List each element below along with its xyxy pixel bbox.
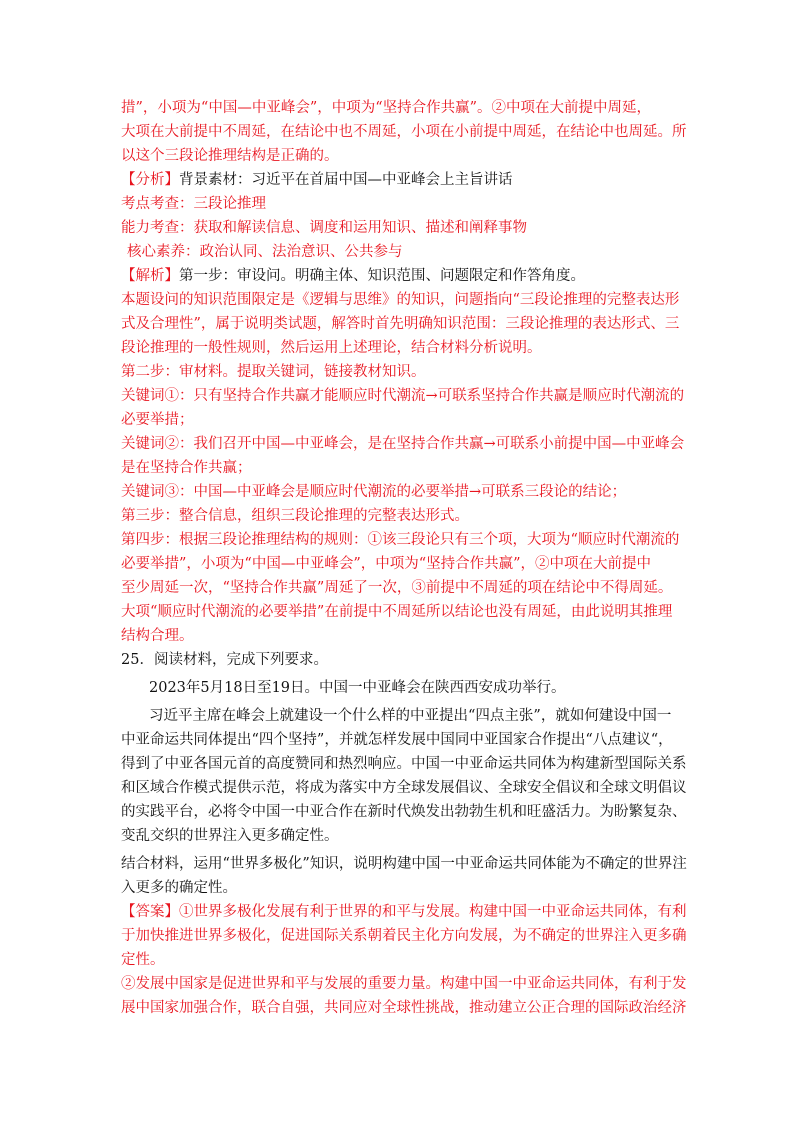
text-line: 关键词③：中国—中亚峰会是顺应时代潮流的必要举措→可联系三段论的结论； [121, 484, 627, 500]
text-line: 必要举措； [121, 412, 194, 428]
material-line: 得到了中亚各国元首的高度赞同和热烈响应。中国一中亚命运共同体为构建新型国际关系 [121, 756, 687, 772]
text-line: 大项“顺应时代潮流的必要举措”在前提中不周延所以结论也没有周延，由此说明其推理 [121, 604, 673, 620]
material-line: 习近平主席在峰会上就建设一个什么样的中亚提出“四点主张”，就如何建设中国一 [149, 708, 672, 724]
material-line: 变乱交织的世界注入更多确定性。 [121, 828, 339, 844]
text-line: 以这个三段论推理结构是正确的。 [121, 148, 339, 164]
text-line: 考点考查：三段论推理 [121, 196, 266, 212]
text-line: 必要举措”，小项为“中国—中亚峰会”，中项为“坚持合作共赢”，②中项在大前提中 [121, 556, 652, 572]
answer-line: ②发展中国家是促进世界和平与发展的重要力量。构建中国一中亚命运共同体，有利于发 [121, 976, 687, 992]
text-line: 能力考查：获取和解读信息、调度和运用知识、描述和阐释事物 [121, 220, 527, 236]
explanation-line [121, 264, 691, 288]
text-line: 是在坚持合作共赢； [121, 460, 252, 476]
analysis-tag: 【分析】 [121, 172, 179, 188]
explanation-tag: 【解析】 [121, 268, 179, 284]
answer-line: 定性。 [121, 952, 165, 968]
text-line: 核心素养：政治认同、法治意识、公共参与 [127, 244, 403, 260]
explanation-text: 第一步：审设问。明确主体、知识范围、问题限定和作答角度。 [179, 268, 585, 284]
answer-line: 展中国家加强合作，联合自强，共同应对全球性挑战，推动建立公正合理的国际政治经济 [121, 1000, 687, 1016]
text-line: 第四步：根据三段论推理结构的规则：①该三段论只有三个项，大项为“顺应时代潮流的 [121, 532, 680, 548]
text-line: 大项在大前提中不周延，在结论中也不周延，小项在小前提中周延，在结论中也周延。所 [121, 124, 687, 140]
material-line: 2023年5月18日至19日。中国一中亚峰会在陕西西安成功举行。 [149, 680, 566, 696]
material-line: 中亚命运共同体提出“四个坚持”，并就怎样发展中国同中亚国家合作提出“八点建议“， [121, 732, 673, 748]
text-line: 式及合理性”，属于说明类试题，解答时首先明确知识范围：三段论推理的表达形式、三 [121, 316, 680, 332]
text-line: 第三步：整合信息，组织三段论推理的完整表达形式。 [121, 508, 469, 524]
text-line: 措”，小项为“中国—中亚峰会”，中项为“坚持合作共赢”。②中项在大前提中周延， [121, 100, 652, 116]
question-prompt: 入更多的确定性。 [121, 880, 237, 896]
material-line: 和区域合作模式提供示范，将成为落实中方全球发展倡议、全球安全倡议和全球文明倡议 [121, 780, 687, 796]
text-line: 至少周延一次，“坚持合作共赢”周延了一次，③前提中不周延的项在结论中不得周延。 [121, 580, 673, 596]
analysis-line [121, 168, 691, 192]
answer-line: 于加快推进世界多极化，促进国际关系朝着民主化方向发展，为不确定的世界注入更多确 [121, 928, 687, 944]
question-title: 25．阅读材料，完成下列要求。 [121, 652, 328, 668]
analysis-text: 背景素材：习近平在首届中国—中亚峰会上主旨讲话 [179, 172, 513, 188]
material-line: 的实践平台，必将令中国一中亚合作在新时代焕发出勃勃生机和旺盛活力。为盼繁复杂、 [121, 804, 687, 820]
text-line: 关键词②：我们召开中国—中亚峰会，是在坚持合作共赢→可联系小前提中国—中亚峰会 [121, 436, 685, 452]
answer-line: 【答案】①世界多极化发展有利于世界的和平与发展。构建中国一中亚命运共同体，有利 [121, 904, 687, 920]
text-line: 结构合理。 [121, 628, 194, 644]
question-prompt: 结合材料，运用“世界多极化”知识，说明构建中国一中亚命运共同体能为不确定的世界注 [121, 856, 687, 872]
text-line: 关键词①：只有坚持合作共赢才能顺应时代潮流→可联系坚持合作共赢是顺应时代潮流的 [121, 388, 685, 404]
text-line: 段论推理的一般性规则，然后运用上述理论，结合材料分析说明。 [121, 340, 542, 356]
text-line: 本题设问的知识范围限定是《逻辑与思维》的知识，问题指向“三段论推理的完整表达形 [121, 292, 680, 308]
text-line: 第二步：审材料。提取关键词，链接教材知识。 [121, 364, 426, 380]
